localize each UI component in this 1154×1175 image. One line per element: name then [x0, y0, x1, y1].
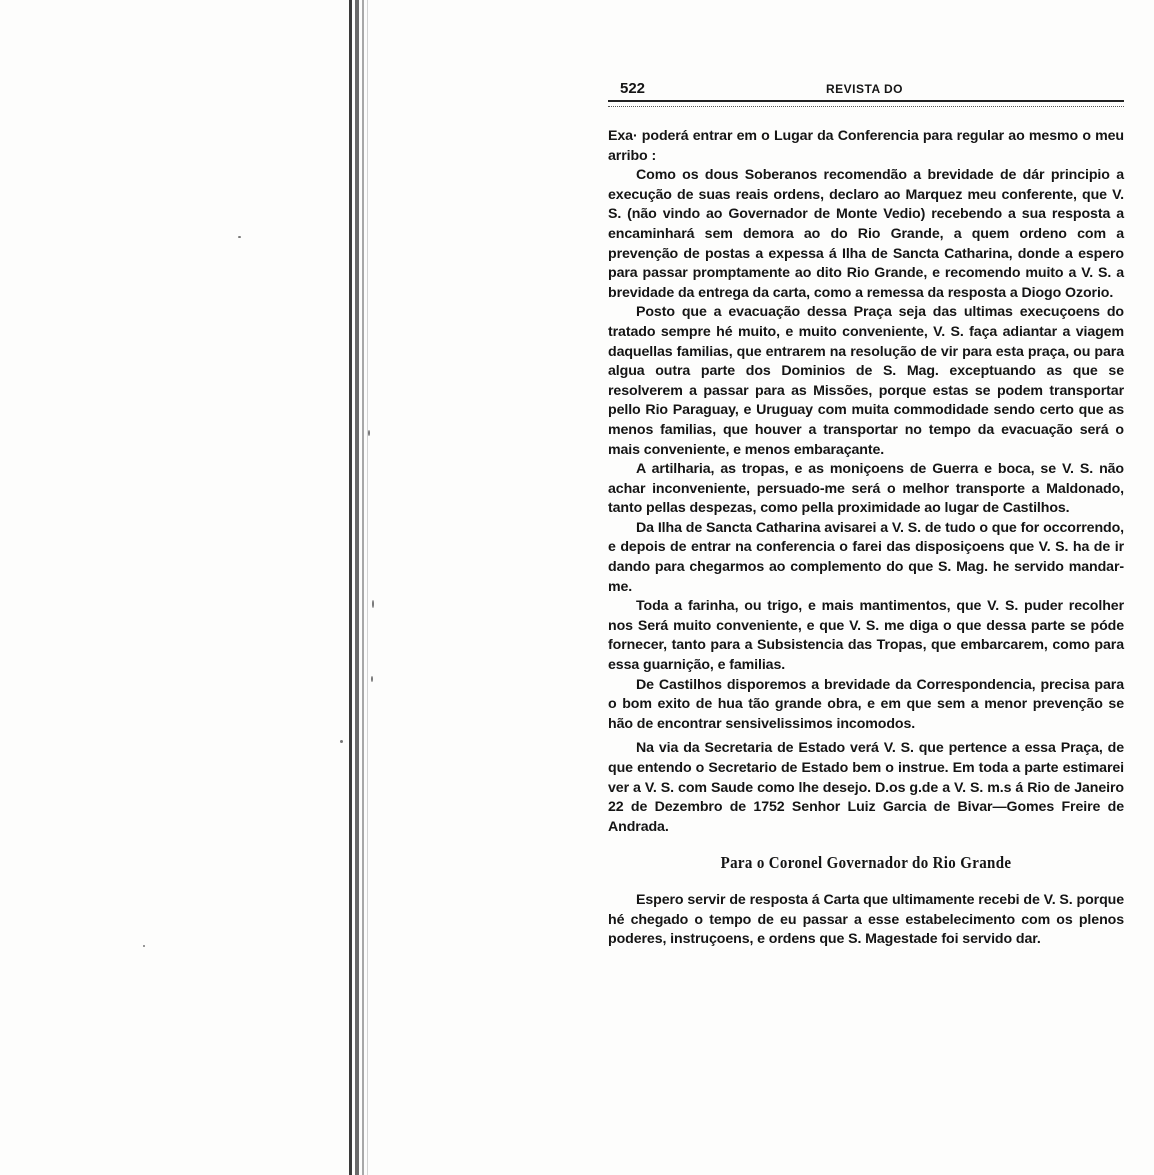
paragraph: Toda a farinha, ou trigo, e mais mantimentos, que V. S. puder recolher nos Será muito conveniente, e que V. S. me diga o que dessa parte se póde fornecer, tanto para a Subsistencia das Tropas, que embarcarem, como para essa guarnição, e familias. — [608, 598, 1124, 674]
gutter-line — [367, 0, 368, 1175]
paragraph: A artilharia, as tropas, e as moniçoens de Guerra e boca, se V. S. não achar inconveniente, persuado-me será o melhor transporte a Maldonado, tanto pellas despezas, como pella proximidade ao lugar de Castilhos. — [608, 461, 1124, 517]
gutter-line — [355, 0, 359, 1175]
section-heading: Para o Coronel Governador do Rio Grande — [720, 853, 1012, 873]
running-title: REVISTA DO — [826, 82, 904, 96]
page-number: 522 — [620, 80, 646, 97]
scan-speck — [143, 945, 145, 947]
gutter-line — [362, 0, 364, 1175]
paragraph: Espero servir de resposta á Carta que ultimamente recebi de V. S. porque hé chegado o tempo de eu passar a esse estabelecimento com os plenos poderes, instruçoens, e ordens que S. Magestade foi servido dar. — [608, 891, 1124, 948]
page-column — [608, 76, 1124, 950]
paragraph: Exa· poderá entrar em o Lugar da Conferencia para regular ao mesmo o meu arribo : — [608, 128, 1124, 164]
paragraph: Da Ilha de Sancta Catharina avisarei a V. S. de tudo o que for occorrendo, e depois de entrar na conferencia o farei das disposiçoens que V. S. ha de ir dando para chegarmos ao complemento do que S. Mag. he servido mandar-me. — [608, 519, 1124, 595]
header-rule — [608, 100, 1124, 107]
scan-speck — [368, 430, 370, 436]
body-text — [608, 127, 1124, 950]
scan-speck — [238, 236, 241, 238]
paragraph: Como os dous Soberanos recomendão a brevidade de dár principio a execução de suas reais ordens, declaro ao Marquez meu conferente, que V. S. (não vindo ao Governador de Monte Vedio) recebendo a sua resposta a encaminhará sem demora ao do Rio Grande, a quem ordeno com a prevenção de postas a expessa á Ilha de Sancta Catharina, donde a espero para passar promptamente ao dito Rio Grande, e recomendo muito a V. S. a brevidade da entrega da carta, como a remessa da resposta a Diogo Ozorio. — [608, 167, 1124, 301]
running-header — [608, 76, 1124, 98]
scan-speck — [340, 740, 343, 743]
gutter-line — [349, 0, 352, 1175]
book-gutter — [349, 0, 375, 1175]
paragraph: Na via da Secretaria de Estado verá V. S. que pertence a essa Praça, de que entendo o Secretario de Estado bem o instrue. Em toda a parte estimarei ver a V. S. com Saude como lhe desejo. D.os g.de a V. S. m.s á Rio de Janeiro 22 de Dezembro de 1752 Senhor Luiz Garcia de Bivar—Gomes Freire de Andrada. — [608, 740, 1124, 835]
scan-speck — [372, 600, 374, 608]
scan-speck — [371, 676, 373, 682]
paragraph: De Castilhos disporemos a brevidade da Correspondencia, precisa para o bom exito de hua tão grande obra, e em que sem a menor prevenção se hão de encontrar sensivelissimos incomodos. — [608, 676, 1124, 732]
paragraph: Posto que a evacuação dessa Praça seja das ultimas execuçoens do tratado sempre hé muito, e muito conveniente, V. S. faça adiantar a viagem daquellas familias, que entrarem na resolução de vir para esta praça, ou para algua outra parte dos Dominios de S. Mag. exceptuando as que se resolverem a passar para as Missões, porque estas se podem transportar pello Rio Paraguay, e Uruguay com muita commodidade sendo certo que as menos familias, que houver a transportar no tempo da evacuação será o mais conveniente, e menos embaraçante. — [608, 304, 1124, 458]
